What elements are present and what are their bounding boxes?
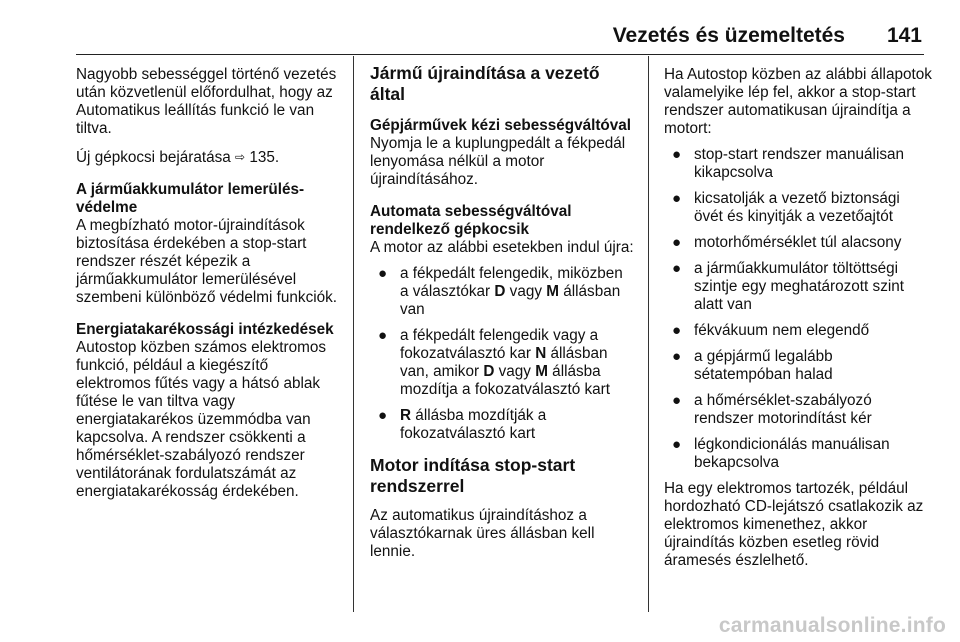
list-item: ● stop-start rendszer manuálisan kikapcsolva xyxy=(672,146,905,181)
column-1 xyxy=(76,66,346,501)
column-divider-2 xyxy=(648,56,649,612)
section-heading: Motor indítása stop-start rendszerrel xyxy=(370,455,576,496)
header-rule xyxy=(76,54,924,55)
subsection-heading: Gépjárművek kézi sebességváltóval xyxy=(370,117,632,134)
list-item: ● kicsatolják a vezető biztonsági övét és kinyitják a vezetőajtót xyxy=(672,190,900,225)
list-item: ● fékvákuum nem elegendő xyxy=(672,322,870,339)
paragraph: A motor az alábbi esetekben indul újra: xyxy=(370,239,634,256)
bullet-icon: ● xyxy=(378,265,388,282)
list-item: ● a hőmérséklet-szabályozó rendszer motorindítást kér xyxy=(672,392,872,427)
subsection-heading: Automata sebességváltóval rendelkező gépkocsik xyxy=(370,203,572,238)
column-2 xyxy=(370,63,635,561)
paragraph: Ha Autostop közben az alábbi állapotok valamelyike lép fel, akkor a stop-start rendszer automatikusan újraindítja a motort: xyxy=(664,66,932,137)
page-number: 141 xyxy=(886,24,922,47)
paragraph: Nagyobb sebességgel történő vezetés után közvetlenül előfordulhat, hogy az Automatikus leállítás funkció le van tiltva. xyxy=(76,66,337,137)
list-item: ● R állásba mozdítják a fokozatválasztó kart xyxy=(378,407,547,442)
bullet-list xyxy=(370,265,635,443)
page-header xyxy=(0,24,960,54)
bullet-icon: ● xyxy=(672,260,682,277)
list-item: ● a járműakkumulátor töltöttségi szintje egy meghatározott szint alatt van xyxy=(672,260,905,313)
reference-page[interactable]: 135. xyxy=(249,149,280,166)
bullet-icon: ● xyxy=(672,348,682,365)
list-item: ● légkondicionálás manuálisan bekapcsolva xyxy=(672,436,890,471)
bullet-icon: ● xyxy=(672,392,682,409)
bullet-icon: ● xyxy=(672,234,682,251)
bullet-icon: ● xyxy=(672,190,682,207)
bullet-icon: ● xyxy=(672,322,682,339)
section-heading: A járműakkumulátor lemerülés-védelme xyxy=(76,181,305,216)
paragraph: Ha egy elektromos tartozék, például hordozható CD-lejátszó csatlakozik az elektromos kimenethez, akkor újraindítás közben esetleg rövid áramesés észlelhető. xyxy=(664,480,924,569)
column-divider-1 xyxy=(353,56,354,612)
watermark: carmanualsonline.info xyxy=(718,614,946,637)
reference-text: Új gépkocsi bejáratása xyxy=(76,149,231,166)
page-title: Vezetés és üzemeltetés xyxy=(612,24,845,47)
page-reference-arrow-icon: ⇨ xyxy=(235,150,246,164)
section-heading: Energiatakarékossági intézkedések xyxy=(76,321,334,338)
paragraph: Nyomja le a kuplungpedált a fékpedál lenyomása nélkül a motor újraindításához. xyxy=(370,135,626,188)
bullet-list xyxy=(664,146,932,472)
paragraph-reference xyxy=(76,148,346,167)
bullet-icon: ● xyxy=(672,146,682,163)
bullet-icon: ● xyxy=(378,407,388,424)
list-item: ● motorhőmérséklet túl alacsony xyxy=(672,234,902,251)
paragraph: Az automatikus újraindításhoz a választókarnak üres állásban kell lennie. xyxy=(370,507,595,560)
paragraph: A megbízható motor-újraindítások biztosítása érdekében a stop-start rendszer részét képezik a járműakkumulátor lemerülésével szembeni különböző védelmi funkciók. xyxy=(76,217,338,306)
list-item: ● a gépjármű legalább sétatempóban halad xyxy=(672,348,833,383)
bullet-icon: ● xyxy=(672,436,682,453)
column-3 xyxy=(664,66,932,570)
list-item: ● a fékpedált felengedik vagy a fokozatválasztó kar N állásban van, amikor D vagy M állásba mozdítja a fokozatválasztó kart xyxy=(378,327,611,398)
bullet-icon: ● xyxy=(378,327,388,344)
section-heading: Jármű újraindítása a vezető által xyxy=(370,63,600,104)
list-item: ● a fékpedált felengedik, miközben a választókar D vagy M állásban van xyxy=(378,265,623,318)
paragraph: Autostop közben számos elektromos funkció, például a kiegészítő elektromos fűtés vagy a hátsó ablak fűtése le van tiltva vagy energiatakarékos üzemmódba van kapcsolva. A rendszer csökkenti a hőmérséklet-szabályozó rendszer ventilátorának fordulatszámát az energiatakarékosság érdekében. xyxy=(76,339,326,500)
